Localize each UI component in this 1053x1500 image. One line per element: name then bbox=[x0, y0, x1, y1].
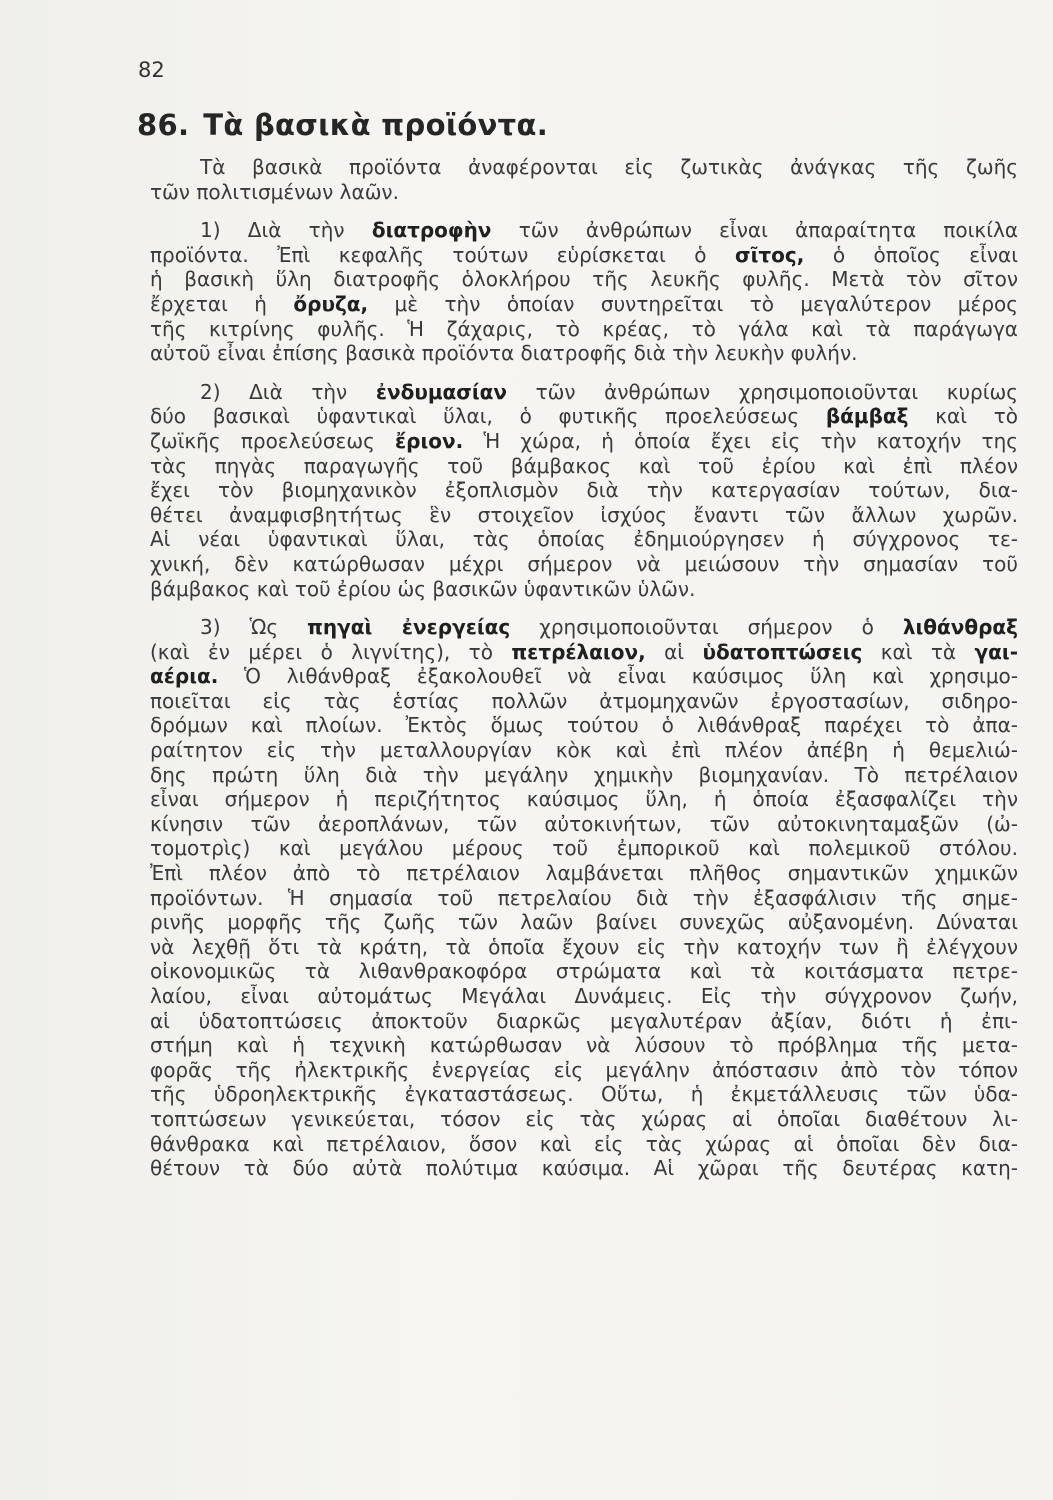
term-pigai-energeias: πηγαὶ ἐνεργείας bbox=[307, 615, 511, 640]
text-line: ρινῆς μορφῆς τῆς ζωῆς τῶν λαῶν βαίνει συνεχῶς αὐξανομένη. Δύναται bbox=[150, 910, 1018, 935]
text-line: αέρια. Ὁ λιθάνθραξ ἐξακολουθεῖ νὰ εἶναι καύσιμος ὕλη καὶ χρησιμο- bbox=[150, 664, 1018, 689]
text-line: Τὰ βασικὰ προϊόντα ἀναφέρονται εἰς ζωτικὰς ἀνάγκας τῆς ζωῆς bbox=[200, 155, 1018, 179]
text-line: προϊόντων. Ἡ σημασία τοῦ πετρελαίου διὰ τὴν ἐξασφάλισιν τῆς σημε- bbox=[150, 885, 1018, 910]
text-line: δρόμων καὶ πλοίων. Ἐκτὸς ὅμως τούτου ὁ λιθάνθραξ παρέχει τὸ ἀπα- bbox=[150, 713, 1018, 738]
term-petrelaion: πετρέλαιον, bbox=[511, 639, 646, 664]
text-line: θέτει ἀναμφισβητήτως ἓν στοιχεῖον ἰσχύος ἔναντι τῶν ἄλλων χωρῶν. bbox=[150, 502, 1018, 527]
term-sitos: σῖτος, bbox=[735, 242, 805, 267]
term-vamvax: βάμβαξ bbox=[825, 404, 909, 429]
text-line: λαίου, εἶναι αὐτομάτως Μεγάλαι Δυνάμεις. Εἰς τὴν σύγχρονον ζωήν, bbox=[150, 984, 1018, 1008]
term-endymasia: ἐνδυμασίαν bbox=[375, 379, 508, 404]
text-line: τοπτώσεων γενικεύεται, τόσον εἰς τὰς χώρας αἱ ὁποῖαι διαθέτουν λι- bbox=[150, 1106, 1018, 1131]
text-line: στήμη καὶ ἡ τεχνικὴ κατώρθωσαν νὰ λύσουν τὸ πρόβλημα τῆς μετα- bbox=[150, 1033, 1018, 1058]
text-line: ἔχει τὸν βιομηχανικὸν ἐξοπλισμὸν διὰ τὴν κατεργασίαν τούτων, δια- bbox=[150, 478, 1018, 503]
text-line: 3) Ὡς πηγαὶ ἐνεργείας χρησιμοποιοῦνται σήμερον ὁ λιθάνθραξ bbox=[200, 615, 1018, 640]
text-line: κίνησιν τῶν ἀεροπλάνων, τῶν αὐτοκινήτων, τῶν αὐτοκινηταμαξῶν (ὠ- bbox=[150, 811, 1018, 836]
text-line: 2) Διὰ τὴν ἐνδυμασίαν τῶν ἀνθρώπων χρησιμοποιοῦνται κυρίως bbox=[200, 379, 1018, 404]
term-gaiaeria: γαι- bbox=[974, 639, 1018, 664]
text-line: δύο βασικαὶ ὑφαντικαὶ ὕλαι, ὁ φυτικῆς προελεύσεως βάμβαξ καὶ τὸ bbox=[150, 404, 1018, 429]
term-erion: ἔριον. bbox=[395, 428, 464, 453]
term-ydatoptoseis: ὑδατοπτώσεις bbox=[702, 639, 863, 664]
text-line: θέτουν τὰ δύο αὐτὰ πολύτιμα καύσιμα. Αἱ χῶραι τῆς δευτέρας κατη- bbox=[150, 1156, 1018, 1181]
text-line: χνική, δὲν κατώρθωσαν μέχρι σήμερον νὰ μειώσουν τὴν σημασίαν τοῦ bbox=[150, 551, 1018, 576]
text-line: τῶν πολιτισμένων λαῶν. bbox=[150, 179, 399, 204]
section-title: Τὰ βασικὰ προϊόντα. bbox=[203, 108, 549, 142]
text-line: τομοτρὶς) καὶ μεγάλου μέρους τοῦ ἐμπορικοῦ καὶ πολεμικοῦ στόλου. bbox=[150, 836, 1018, 861]
text-line: νὰ λεχθῇ ὅτι τὰ κράτη, τὰ ὁποῖα ἔχουν εἰς τὴν κατοχήν των ἢ ἐλέγχουν bbox=[150, 934, 1018, 959]
text-line: Αἱ νέαι ὑφαντικαὶ ὕλαι, τὰς ὁποίας ἐδημιούργησεν ἡ σύγχρονος τε- bbox=[150, 527, 1018, 552]
section-number: 86. bbox=[137, 108, 190, 142]
text-line: τὰς πηγὰς παραγωγῆς τοῦ βάμβακος καὶ τοῦ ἐρίου καὶ ἐπὶ πλέον bbox=[150, 453, 1018, 478]
text-line: βάμβακος καὶ τοῦ ἐρίου ὡς βασικῶν ὑφαντικῶν ὑλῶν. bbox=[150, 576, 696, 601]
section-heading bbox=[137, 108, 548, 142]
body-text bbox=[150, 155, 1018, 1181]
text-line: τῆς κιτρίνης φυλῆς. Ἡ ζάχαρις, τὸ κρέας, τὸ γάλα καὶ τὰ παράγωγα bbox=[150, 316, 1018, 341]
text-line: προϊόντα. Ἐπὶ κεφαλῆς τούτων εὑρίσκεται ὁ σῖτος, ὁ ὁποῖος εἶναι bbox=[150, 242, 1018, 267]
text-line: θάνθρακα καὶ πετρέλαιον, ὅσον καὶ εἰς τὰς χώρας αἱ ὁποῖαι δὲν δια- bbox=[150, 1131, 1018, 1156]
page-number: 82 bbox=[138, 58, 165, 82]
text-line: φορᾶς τῆς ἠλεκτρικῆς ἐνεργείας εἰς μεγάλην ἀπόστασιν ἀπὸ τὸν τόπον bbox=[150, 1057, 1018, 1082]
text-line: ραίτητον εἰς τὴν μεταλλουργίαν κὸκ καὶ ἐπὶ πλέον ἀπέβη ἡ θεμελιώ- bbox=[150, 738, 1018, 763]
text-line: ζωϊκῆς προελεύσεως ἔριον. Ἡ χώρα, ἡ ὁποία ἔχει εἰς τὴν κατοχήν της bbox=[150, 428, 1018, 453]
term-oryza: ὄρυζα, bbox=[293, 291, 369, 316]
text-line: αὐτοῦ εἶναι ἐπίσης βασικὰ προϊόντα διατροφῆς διὰ τὴν λευκὴν φυλήν. bbox=[150, 341, 858, 366]
term-diatrofi: διατροφὴν bbox=[371, 218, 492, 243]
text-line: ἡ βασικὴ ὕλη διατροφῆς ὁλοκλήρου τῆς λευκῆς φυλῆς. Μετὰ τὸν σῖτον bbox=[150, 267, 1018, 292]
text-line: αἱ ὑδατοπτώσεις ἀποκτοῦν διαρκῶς μεγαλυτέραν ἀξίαν, διότι ἡ ἐπι- bbox=[150, 1008, 1018, 1033]
text-line: τῆς ὑδροηλεκτρικῆς ἐγκαταστάσεως. Οὕτω, ἡ ἐκμετάλλευσις τῶν ὑδα- bbox=[150, 1082, 1018, 1107]
text-line: 1) Διὰ τὴν διατροφὴν τῶν ἀνθρώπων εἶναι ἀπαραίτητα ποικίλα bbox=[200, 218, 1018, 243]
text-line: Ἐπὶ πλέον ἀπὸ τὸ πετρέλαιον λαμβάνεται πλῆθος σημαντικῶν χημικῶν bbox=[150, 861, 1018, 886]
text-line: οἰκονομικῶς τὰ λιθανθρακοφόρα στρώματα καὶ τὰ κοιτάσματα πετρε- bbox=[150, 959, 1018, 984]
text-line: ἔρχεται ἡ ὄρυζα, μὲ τὴν ὁποίαν συντηρεῖται τὸ μεγαλύτερον μέρος bbox=[150, 291, 1018, 316]
term-lithanthrax: λιθάνθραξ bbox=[902, 615, 1018, 640]
text-line: (καὶ ἐν μέρει ὁ λιγνίτης), τὸ πετρέλαιον, αἱ ὑδατοπτώσεις καὶ τὰ γαι- bbox=[150, 639, 1018, 664]
text-line: δης πρώτη ὕλη διὰ τὴν μεγάλην χημικὴν βιομηχανίαν. Τὸ πετρέλαιον bbox=[150, 762, 1018, 787]
text-line: εἶναι σήμερον ἡ περιζήτητος καύσιμος ὕλη, ἡ ὁποία ἐξασφαλίζει τὴν bbox=[150, 787, 1018, 812]
text-line: ποιεῖται εἰς τὰς ἑστίας πολλῶν ἀτμομηχανῶν ἐργοστασίων, σιδηρο- bbox=[150, 688, 1018, 713]
